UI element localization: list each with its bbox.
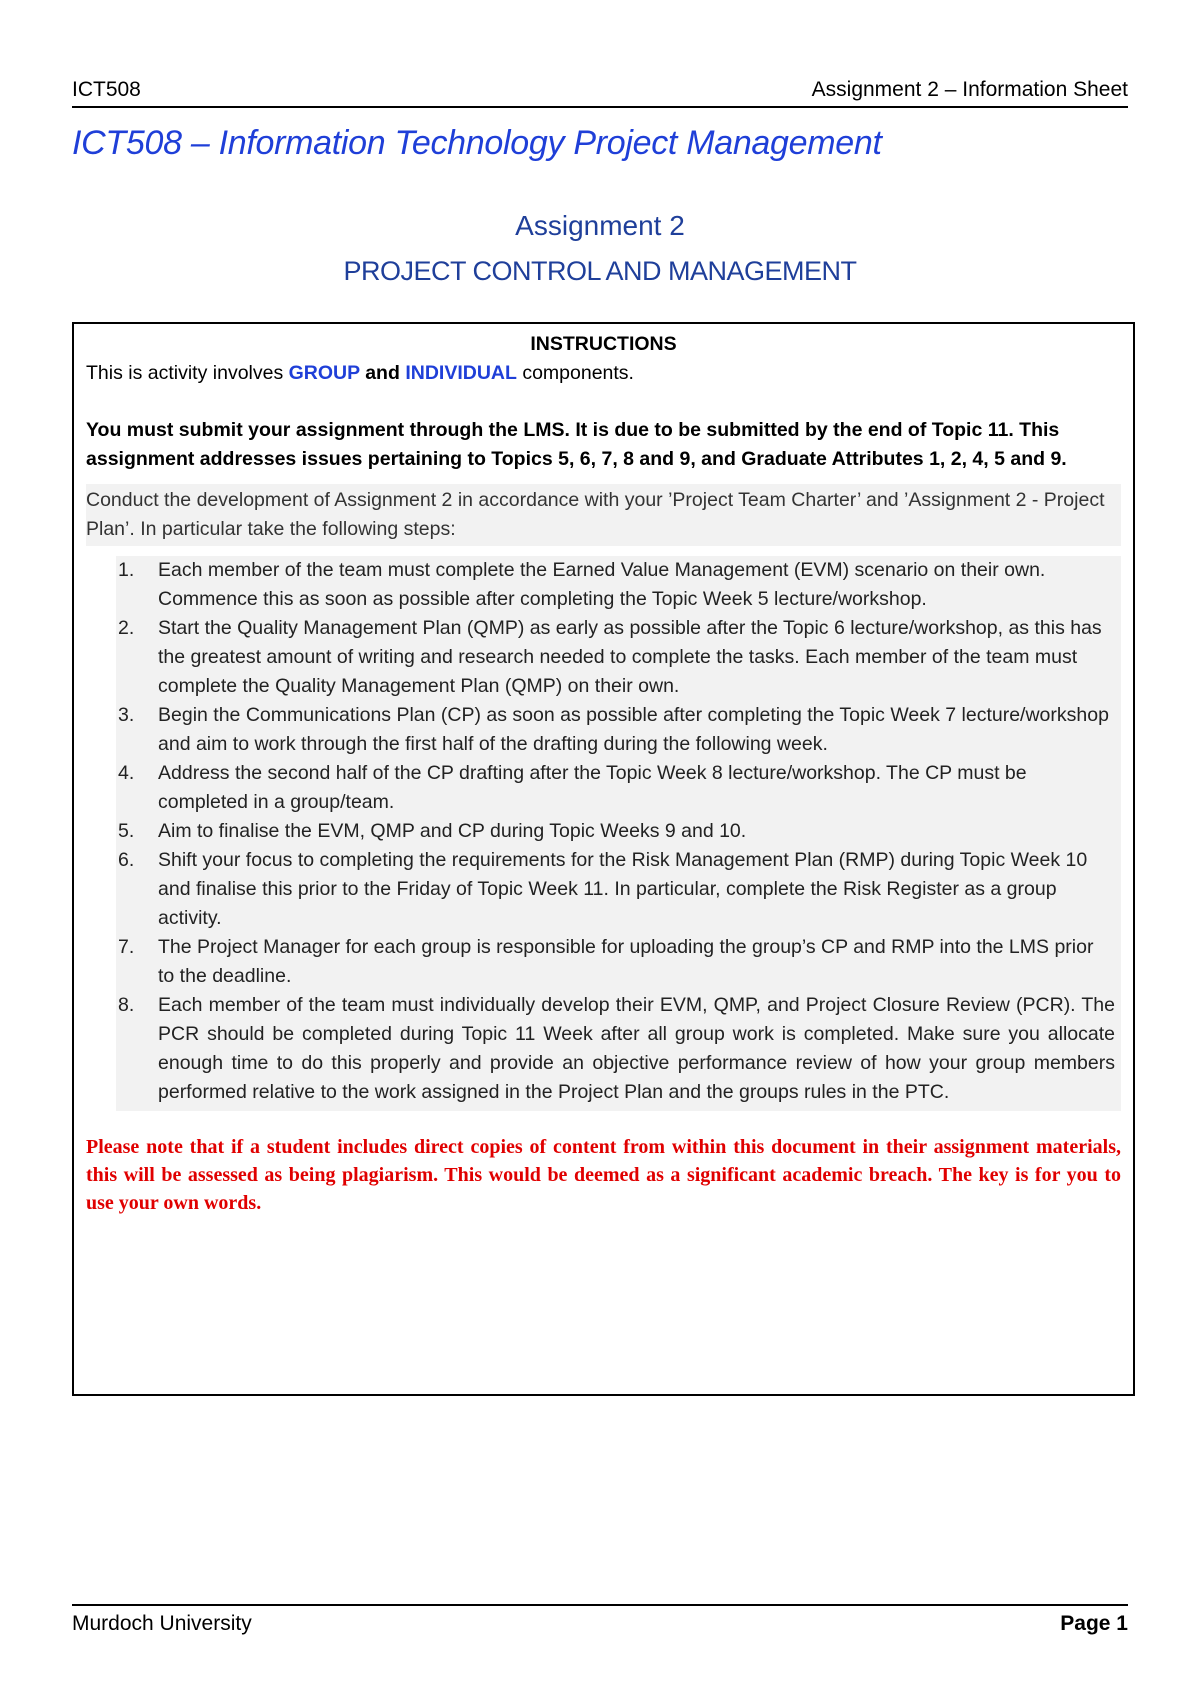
components-and: and xyxy=(359,362,406,384)
components-line xyxy=(86,359,1121,388)
list-item: 7. The Project Manager for each group is responsible for uploading the group’s CP and RMP into the LMS prior to the deadline. xyxy=(118,936,1094,987)
plagiarism-warning: Please note that if a student includes direct copies of content from within this document in their assignment materials, this will be assessed as being plagiarism. This would be deemed as a significant academic breach. The key is for you to use your own words. xyxy=(86,1136,1121,1214)
group-label: GROUP xyxy=(288,362,360,384)
assignment-number: Assignment 2 xyxy=(515,210,685,241)
instructions-box xyxy=(72,322,1135,1396)
assignment-subtitle: PROJECT CONTROL AND MANAGEMENT xyxy=(343,256,857,286)
steps-intro: Conduct the development of Assignment 2 in accordance with your ’Project Team Charter’ and ’Assignment 2 - Project Plan’. In particular take the following steps: xyxy=(86,484,1121,546)
list-item: 5. Aim to finalise the EVM, QMP and CP during Topic Weeks 9 and 10. xyxy=(118,820,747,842)
page-footer xyxy=(72,1604,1128,1636)
page-header xyxy=(72,70,1128,108)
submission-note: You must submit your assignment through the LMS. It is due to be submitted by the end of Topic 11. This assignment addresses issues pertaining to Topics 5, 6, 7, 8 and 9, and Graduate Attributes 1, 2, 4, 5 and 9. xyxy=(86,419,1067,470)
list-item: 3. Begin the Communications Plan (CP) as soon as possible after completing the Topic Week 7 lecture/workshop and aim to work through the first half of the drafting during the following week. xyxy=(118,704,1109,755)
list-item: 8. Each member of the team must individually develop their EVM, QMP, and Project Closure Review (PCR). The PCR should be completed during Topic 11 Week after all group work is completed. Make sure you allocate enough time to do this properly and provide an objective performance review of how your group members performed relative to the work assigned in the Project Plan and the groups rules in the PTC. xyxy=(118,994,1115,1103)
footer-university: Murdoch University xyxy=(72,1612,252,1635)
course-title: ICT508 – Information Technology Project Management xyxy=(72,124,882,162)
list-item: 4. Address the second half of the CP drafting after the Topic Week 8 lecture/workshop. The CP must be completed in a group/team. xyxy=(118,762,1027,813)
list-item: 2. Start the Quality Management Plan (QMP) as early as possible after the Topic 6 lecture/workshop, as this has the greatest amount of writing and research needed to complete the tasks. Each member of the team must complete the Quality Management Plan (QMP) on their own. xyxy=(118,617,1102,697)
individual-label: INDIVIDUAL xyxy=(405,362,517,384)
list-item: 1. Each member of the team must complete the Earned Value Management (EVM) scenario on their own. Commence this as soon as possible after completing the Topic Week 5 lecture/workshop. xyxy=(118,559,1046,610)
components-text: This is activity involves xyxy=(86,362,289,384)
header-doc-title: Assignment 2 – Information Sheet xyxy=(811,78,1128,101)
page-number: Page 1 xyxy=(1060,1612,1128,1635)
list-item: 6. Shift your focus to completing the requirements for the Risk Management Plan (RMP) during Topic Week 10 and finalise this prior to the Friday of Topic Week 11. In particular, complete the Risk Register as a group activity. xyxy=(118,849,1088,929)
header-course-code: ICT508 xyxy=(72,78,141,101)
instructions-heading: INSTRUCTIONS xyxy=(530,333,677,355)
components-suffix: components. xyxy=(516,362,634,384)
steps-list xyxy=(116,556,1121,1111)
